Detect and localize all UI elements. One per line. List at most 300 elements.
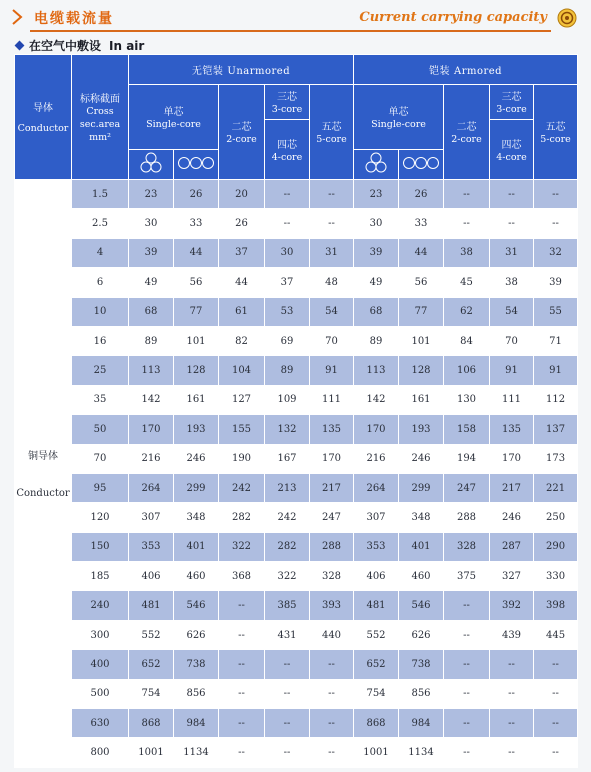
three-core-en: 3-core bbox=[271, 104, 303, 115]
capacity-cell: -- bbox=[490, 679, 534, 708]
capacity-cell: 137 bbox=[534, 415, 578, 444]
capacity-cell: 1134 bbox=[174, 738, 219, 767]
capacity-cell: 1134 bbox=[399, 738, 444, 767]
table-subtitle bbox=[16, 37, 144, 54]
capacity-cell: -- bbox=[534, 709, 578, 738]
capacity-cell: 32 bbox=[534, 238, 578, 267]
cross-section-cell: 35 bbox=[72, 385, 129, 414]
capacity-cell: 37 bbox=[265, 268, 310, 297]
capacity-cell: 264 bbox=[129, 473, 174, 502]
capacity-cell: 288 bbox=[444, 503, 490, 532]
capacity-cell: 246 bbox=[490, 503, 534, 532]
conductor-header-zh: 导体 bbox=[33, 103, 53, 114]
capacity-cell: 401 bbox=[174, 532, 219, 561]
capacity-cell: 53 bbox=[265, 297, 310, 326]
five-core-en: 5-core bbox=[316, 134, 347, 145]
capacity-cell: 130 bbox=[444, 385, 490, 414]
capacity-cell: 392 bbox=[490, 591, 534, 620]
capacity-cell: 48 bbox=[310, 268, 354, 297]
capacity-cell: 246 bbox=[174, 444, 219, 473]
table-row bbox=[15, 356, 578, 385]
capacity-cell: 652 bbox=[129, 650, 174, 679]
capacity-cell: 328 bbox=[310, 562, 354, 591]
current-capacity-table bbox=[14, 54, 578, 768]
capacity-cell: 113 bbox=[129, 356, 174, 385]
capacity-cell: 77 bbox=[174, 297, 219, 326]
capacity-cell: 56 bbox=[174, 268, 219, 297]
cross-section-header-zh: 标称截面 bbox=[80, 94, 120, 105]
capacity-cell: 307 bbox=[354, 503, 399, 532]
capacity-cell: 247 bbox=[310, 503, 354, 532]
copper-conductor-zh: 铜导体 bbox=[28, 451, 58, 463]
capacity-cell: -- bbox=[219, 679, 265, 708]
capacity-cell: 39 bbox=[129, 238, 174, 267]
page-header bbox=[0, 0, 591, 34]
cross-section-cell: 10 bbox=[72, 297, 129, 326]
capacity-cell: 49 bbox=[129, 268, 174, 297]
capacity-cell: 353 bbox=[129, 532, 174, 561]
capacity-cell: 754 bbox=[354, 679, 399, 708]
cross-section-cell: 1.5 bbox=[72, 180, 129, 209]
capacity-cell: -- bbox=[219, 620, 265, 649]
five-core-header-armored bbox=[534, 85, 578, 180]
cross-section-cell: 150 bbox=[72, 532, 129, 561]
capacity-cell: 217 bbox=[490, 473, 534, 502]
capacity-cell: 111 bbox=[310, 385, 354, 414]
capacity-cell: 89 bbox=[354, 326, 399, 355]
capacity-cell: 106 bbox=[444, 356, 490, 385]
table-row bbox=[15, 532, 578, 561]
four-core-en: 4-core bbox=[496, 151, 527, 163]
capacity-cell: 170 bbox=[129, 415, 174, 444]
table-row bbox=[15, 562, 578, 591]
capacity-cell: -- bbox=[534, 180, 578, 209]
capacity-cell: 26 bbox=[174, 180, 219, 209]
capacity-cell: 68 bbox=[129, 297, 174, 326]
capacity-cell: 44 bbox=[399, 238, 444, 267]
capacity-cell: 61 bbox=[219, 297, 265, 326]
cross-section-header-en1: Cross bbox=[86, 106, 114, 117]
section-title-zh: 电缆载流量 bbox=[34, 11, 114, 27]
single-core-zh: 单芯 bbox=[388, 107, 409, 118]
single-core-header-armored bbox=[354, 85, 444, 150]
capacity-cell: -- bbox=[265, 650, 310, 679]
capacity-cell: 44 bbox=[219, 268, 265, 297]
three-core-header-armored bbox=[490, 85, 534, 120]
unarmored-header-en: Unarmored bbox=[227, 66, 291, 77]
capacity-cell: -- bbox=[310, 209, 354, 238]
capacity-cell: 322 bbox=[219, 532, 265, 561]
capacity-cell: 460 bbox=[174, 562, 219, 591]
table-row bbox=[15, 503, 578, 532]
capacity-cell: -- bbox=[490, 650, 534, 679]
table-row bbox=[15, 738, 578, 767]
trefoil-cables-icon bbox=[129, 150, 174, 180]
capacity-cell: 91 bbox=[534, 356, 578, 385]
capacity-cell: 30 bbox=[354, 209, 399, 238]
cross-section-cell: 2.5 bbox=[72, 209, 129, 238]
capacity-cell: 38 bbox=[444, 238, 490, 267]
capacity-cell: 37 bbox=[219, 238, 265, 267]
capacity-cell: -- bbox=[265, 738, 310, 767]
capacity-cell: 307 bbox=[129, 503, 174, 532]
capacity-cell: 856 bbox=[174, 679, 219, 708]
capacity-cell: 288 bbox=[310, 532, 354, 561]
capacity-cell: 330 bbox=[534, 562, 578, 591]
capacity-cell: 104 bbox=[219, 356, 265, 385]
four-core-zh: 四芯 bbox=[277, 139, 297, 151]
two-core-header-unarmored bbox=[219, 85, 265, 180]
capacity-cell: -- bbox=[444, 620, 490, 649]
capacity-cell: 401 bbox=[399, 532, 444, 561]
capacity-cell: 327 bbox=[490, 562, 534, 591]
capacity-cell: -- bbox=[490, 209, 534, 238]
capacity-cell: 290 bbox=[534, 532, 578, 561]
capacity-cell: 135 bbox=[490, 415, 534, 444]
capacity-cell: -- bbox=[444, 679, 490, 708]
four-core-header-armored bbox=[490, 120, 534, 180]
table-row bbox=[15, 650, 578, 679]
capacity-cell: 70 bbox=[310, 326, 354, 355]
cross-section-cell: 500 bbox=[72, 679, 129, 708]
capacity-cell: 113 bbox=[354, 356, 399, 385]
capacity-cell: 161 bbox=[174, 385, 219, 414]
capacity-cell: 68 bbox=[354, 297, 399, 326]
capacity-cell: 82 bbox=[219, 326, 265, 355]
capacity-cell: 135 bbox=[310, 415, 354, 444]
capacity-cell: 91 bbox=[490, 356, 534, 385]
table-row bbox=[15, 385, 578, 414]
cross-section-cell: 630 bbox=[72, 709, 129, 738]
capacity-cell: 546 bbox=[399, 591, 444, 620]
capacity-cell: -- bbox=[490, 709, 534, 738]
capacity-cell: 552 bbox=[354, 620, 399, 649]
conductor-header-en: Conductor bbox=[17, 123, 69, 134]
capacity-cell: 69 bbox=[265, 326, 310, 355]
capacity-cell: -- bbox=[310, 650, 354, 679]
capacity-cell: 287 bbox=[490, 532, 534, 561]
cross-section-cell: 300 bbox=[72, 620, 129, 649]
single-core-header-unarmored bbox=[129, 85, 219, 150]
section-title-en: Current carrying capacity bbox=[359, 10, 547, 25]
capacity-cell: 375 bbox=[444, 562, 490, 591]
capacity-cell: 440 bbox=[310, 620, 354, 649]
table-row bbox=[15, 709, 578, 738]
capacity-cell: 109 bbox=[265, 385, 310, 414]
capacity-cell: 353 bbox=[354, 532, 399, 561]
capacity-cell: 221 bbox=[534, 473, 578, 502]
single-core-en: Single-core bbox=[371, 119, 426, 130]
three-core-zh: 三芯 bbox=[277, 92, 297, 103]
capacity-cell: 439 bbox=[490, 620, 534, 649]
chevron-right-icon bbox=[10, 8, 24, 26]
subtitle-en: In air bbox=[109, 39, 145, 53]
capacity-cell: 868 bbox=[354, 709, 399, 738]
capacity-cell: 26 bbox=[399, 180, 444, 209]
capacity-cell: -- bbox=[310, 180, 354, 209]
four-core-en: 4-core bbox=[271, 151, 303, 163]
cross-section-cell: 70 bbox=[72, 444, 129, 473]
copper-conductor-cell bbox=[15, 180, 72, 768]
cross-section-cell: 16 bbox=[72, 326, 129, 355]
capacity-cell: 738 bbox=[174, 650, 219, 679]
capacity-cell: 128 bbox=[399, 356, 444, 385]
cross-section-cell: 400 bbox=[72, 650, 129, 679]
capacity-cell: 445 bbox=[534, 620, 578, 649]
cross-section-cell: 50 bbox=[72, 415, 129, 444]
capacity-cell: 738 bbox=[399, 650, 444, 679]
cross-section-cell: 4 bbox=[72, 238, 129, 267]
capacity-cell: 754 bbox=[129, 679, 174, 708]
capacity-cell: 31 bbox=[310, 238, 354, 267]
cross-section-header bbox=[72, 55, 129, 180]
capacity-cell: 167 bbox=[265, 444, 310, 473]
capacity-cell: 868 bbox=[129, 709, 174, 738]
capacity-cell: -- bbox=[219, 738, 265, 767]
capacity-cell: 142 bbox=[129, 385, 174, 414]
capacity-cell: 328 bbox=[444, 532, 490, 561]
capacity-cell: 62 bbox=[444, 297, 490, 326]
capacity-cell: 552 bbox=[129, 620, 174, 649]
capacity-cell: -- bbox=[219, 709, 265, 738]
capacity-cell: 652 bbox=[354, 650, 399, 679]
cross-section-cell: 185 bbox=[72, 562, 129, 591]
capacity-cell: -- bbox=[265, 180, 310, 209]
capacity-cell: -- bbox=[444, 738, 490, 767]
table-row bbox=[15, 591, 578, 620]
capacity-cell: 247 bbox=[444, 473, 490, 502]
capacity-cell: 856 bbox=[399, 679, 444, 708]
subtitle-zh: 在空气中敷设 bbox=[29, 39, 102, 53]
capacity-cell: 242 bbox=[219, 473, 265, 502]
capacity-cell: 39 bbox=[534, 268, 578, 297]
capacity-cell: -- bbox=[444, 650, 490, 679]
capacity-cell: 299 bbox=[399, 473, 444, 502]
capacity-cell: 89 bbox=[265, 356, 310, 385]
table-row bbox=[15, 209, 578, 238]
capacity-cell: 322 bbox=[265, 562, 310, 591]
two-core-en: 2-core bbox=[226, 134, 257, 145]
capacity-cell: 155 bbox=[219, 415, 265, 444]
five-core-zh: 五芯 bbox=[545, 122, 566, 133]
capacity-cell: 23 bbox=[129, 180, 174, 209]
capacity-cell: -- bbox=[310, 738, 354, 767]
table-row bbox=[15, 180, 578, 209]
cross-section-header-unit: mm² bbox=[89, 132, 111, 143]
four-core-zh: 四芯 bbox=[501, 139, 522, 151]
capacity-cell: 216 bbox=[354, 444, 399, 473]
capacity-cell: 54 bbox=[490, 297, 534, 326]
capacity-cell: -- bbox=[310, 679, 354, 708]
capacity-cell: -- bbox=[444, 209, 490, 238]
capacity-cell: 33 bbox=[174, 209, 219, 238]
table-row bbox=[15, 620, 578, 649]
capacity-cell: 406 bbox=[129, 562, 174, 591]
capacity-cell: 39 bbox=[354, 238, 399, 267]
capacity-cell: 170 bbox=[310, 444, 354, 473]
capacity-cell: 70 bbox=[490, 326, 534, 355]
capacity-cell: 282 bbox=[219, 503, 265, 532]
trefoil-cables-icon bbox=[354, 150, 399, 180]
cross-section-cell: 120 bbox=[72, 503, 129, 532]
capacity-cell: 348 bbox=[174, 503, 219, 532]
capacity-cell: 190 bbox=[219, 444, 265, 473]
table-row bbox=[15, 415, 578, 444]
capacity-cell: 984 bbox=[174, 709, 219, 738]
cross-section-header-en2: sec.area bbox=[79, 119, 121, 130]
capacity-cell: -- bbox=[444, 709, 490, 738]
capacity-cell: -- bbox=[534, 738, 578, 767]
table-body bbox=[15, 180, 578, 768]
capacity-cell: 264 bbox=[354, 473, 399, 502]
table-row bbox=[15, 326, 578, 355]
armored-header-zh: 铠装 bbox=[428, 66, 450, 77]
capacity-cell: 398 bbox=[534, 591, 578, 620]
capacity-cell: 44 bbox=[174, 238, 219, 267]
capacity-cell: 26 bbox=[219, 209, 265, 238]
table-row bbox=[15, 268, 578, 297]
armored-header bbox=[354, 55, 578, 85]
capacity-cell: 111 bbox=[490, 385, 534, 414]
capacity-cell: 38 bbox=[490, 268, 534, 297]
table-row bbox=[15, 473, 578, 502]
capacity-cell: -- bbox=[265, 209, 310, 238]
capacity-cell: -- bbox=[444, 591, 490, 620]
two-core-zh: 二芯 bbox=[456, 122, 477, 133]
capacity-cell: -- bbox=[310, 709, 354, 738]
capacity-cell: 393 bbox=[310, 591, 354, 620]
three-core-en: 3-core bbox=[496, 104, 527, 115]
capacity-cell: 246 bbox=[399, 444, 444, 473]
capacity-cell: 71 bbox=[534, 326, 578, 355]
capacity-cell: -- bbox=[265, 679, 310, 708]
five-core-en: 5-core bbox=[540, 134, 571, 145]
capacity-cell: -- bbox=[265, 709, 310, 738]
flat-cables-icon bbox=[174, 150, 219, 180]
capacity-cell: 385 bbox=[265, 591, 310, 620]
single-core-zh: 单芯 bbox=[163, 107, 184, 118]
capacity-cell: 348 bbox=[399, 503, 444, 532]
capacity-cell: 193 bbox=[399, 415, 444, 444]
capacity-cell: -- bbox=[490, 738, 534, 767]
capacity-cell: 161 bbox=[399, 385, 444, 414]
capacity-cell: -- bbox=[490, 180, 534, 209]
four-core-header-unarmored bbox=[265, 120, 310, 180]
header-rule bbox=[30, 30, 551, 32]
table-row bbox=[15, 679, 578, 708]
capacity-cell: 112 bbox=[534, 385, 578, 414]
capacity-cell: 431 bbox=[265, 620, 310, 649]
diamond-bullet-icon bbox=[15, 41, 25, 51]
cross-section-cell: 240 bbox=[72, 591, 129, 620]
capacity-cell: 282 bbox=[265, 532, 310, 561]
two-core-en: 2-core bbox=[451, 134, 482, 145]
two-core-zh: 二芯 bbox=[231, 122, 252, 133]
capacity-cell: 158 bbox=[444, 415, 490, 444]
table-row bbox=[15, 297, 578, 326]
capacity-cell: 55 bbox=[534, 297, 578, 326]
capacity-cell: 368 bbox=[219, 562, 265, 591]
two-core-header-armored bbox=[444, 85, 490, 180]
capacity-cell: 217 bbox=[310, 473, 354, 502]
capacity-cell: 56 bbox=[399, 268, 444, 297]
capacity-cell: 89 bbox=[129, 326, 174, 355]
capacity-cell: 33 bbox=[399, 209, 444, 238]
capacity-cell: 101 bbox=[174, 326, 219, 355]
capacity-cell: 984 bbox=[399, 709, 444, 738]
capacity-cell: 84 bbox=[444, 326, 490, 355]
capacity-cell: -- bbox=[534, 650, 578, 679]
capacity-cell: 546 bbox=[174, 591, 219, 620]
capacity-cell: 626 bbox=[399, 620, 444, 649]
three-core-header-unarmored bbox=[265, 85, 310, 120]
unarmored-header-zh: 无铠装 bbox=[191, 66, 224, 77]
capacity-cell: 406 bbox=[354, 562, 399, 591]
unarmored-header bbox=[129, 55, 354, 85]
capacity-cell: 1001 bbox=[129, 738, 174, 767]
capacity-cell: 132 bbox=[265, 415, 310, 444]
capacity-cell: 30 bbox=[265, 238, 310, 267]
cross-section-cell: 25 bbox=[72, 356, 129, 385]
table-row bbox=[15, 444, 578, 473]
capacity-cell: 77 bbox=[399, 297, 444, 326]
capacity-cell: -- bbox=[534, 209, 578, 238]
single-core-en: Single-core bbox=[146, 119, 201, 130]
capacity-cell: 91 bbox=[310, 356, 354, 385]
capacity-cell: -- bbox=[534, 679, 578, 708]
capacity-cell: 481 bbox=[354, 591, 399, 620]
table-row bbox=[15, 238, 578, 267]
capacity-cell: -- bbox=[444, 180, 490, 209]
capacity-cell: 54 bbox=[310, 297, 354, 326]
capacity-cell: 194 bbox=[444, 444, 490, 473]
capacity-cell: 299 bbox=[174, 473, 219, 502]
cross-section-cell: 6 bbox=[72, 268, 129, 297]
capacity-cell: 30 bbox=[129, 209, 174, 238]
capacity-cell: 20 bbox=[219, 180, 265, 209]
capacity-cell: 173 bbox=[534, 444, 578, 473]
capacity-cell: -- bbox=[219, 650, 265, 679]
capacity-cell: 460 bbox=[399, 562, 444, 591]
capacity-cell: -- bbox=[219, 591, 265, 620]
capacity-cell: 101 bbox=[399, 326, 444, 355]
three-core-zh: 三芯 bbox=[501, 92, 522, 103]
capacity-cell: 1001 bbox=[354, 738, 399, 767]
capacity-cell: 481 bbox=[129, 591, 174, 620]
five-core-zh: 五芯 bbox=[321, 122, 342, 133]
flat-cables-icon bbox=[399, 150, 444, 180]
capacity-cell: 626 bbox=[174, 620, 219, 649]
copper-conductor-en: Conductor bbox=[16, 488, 70, 500]
capacity-cell: 128 bbox=[174, 356, 219, 385]
capacity-cell: 250 bbox=[534, 503, 578, 532]
capacity-cell: 23 bbox=[354, 180, 399, 209]
capacity-cell: 170 bbox=[490, 444, 534, 473]
capacity-cell: 242 bbox=[265, 503, 310, 532]
armored-header-en: Armored bbox=[453, 66, 503, 77]
capacity-cell: 49 bbox=[354, 268, 399, 297]
capacity-cell: 216 bbox=[129, 444, 174, 473]
capacity-cell: 213 bbox=[265, 473, 310, 502]
capacity-cell: 31 bbox=[490, 238, 534, 267]
five-core-header-unarmored bbox=[310, 85, 354, 180]
cross-section-cell: 800 bbox=[72, 738, 129, 767]
capacity-cell: 142 bbox=[354, 385, 399, 414]
capacity-cell: 170 bbox=[354, 415, 399, 444]
capacity-cell: 45 bbox=[444, 268, 490, 297]
cross-section-cell: 95 bbox=[72, 473, 129, 502]
capacity-cell: 127 bbox=[219, 385, 265, 414]
